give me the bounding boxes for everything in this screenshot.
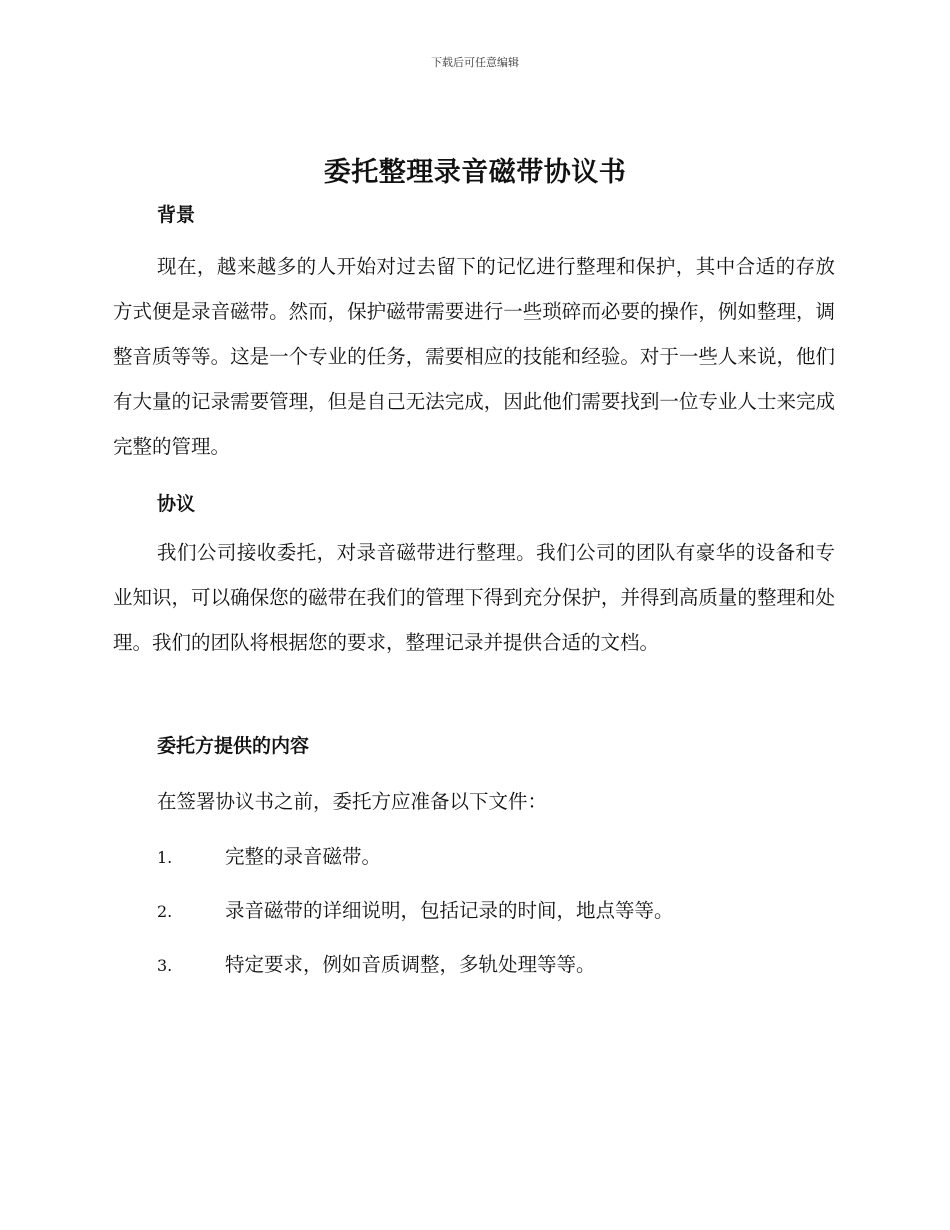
document-title: 委托整理录音磁带协议书: [323, 157, 627, 188]
list-item-number: 2.: [157, 902, 173, 921]
list-item-number: 1.: [157, 848, 173, 867]
list-item: [157, 895, 857, 923]
section-heading-client-provides: 委托方提供的内容: [157, 735, 310, 757]
list-item-number: 3.: [157, 956, 173, 975]
list-item: [157, 841, 857, 869]
paragraph-agreement: 我们公司接收委托，对录音磁带进行整理。我们公司的团队有豪华的设备和专业知识，可以确保您的磁带在我们的管理下得到充分保护，并得到高质量的整理和处理。我们的团队将根据您的要求，整理记录并提供合适的文档。: [113, 541, 835, 654]
header-note: 下载后可任意编辑: [431, 56, 519, 69]
list-item: [157, 949, 857, 977]
list-item-text: 录音磁带的详细说明，包括记录的时间，地点等等。: [225, 899, 674, 922]
section-heading-background: 背景: [157, 204, 196, 226]
list-item-text: 完整的录音磁带。: [225, 845, 382, 868]
paragraph-background: 现在，越来越多的人开始对过去留下的记忆进行整理和保护，其中合适的存放方式便是录音磁带。然而，保护磁带需要进行一些琐碎而必要的操作，例如整理，调整音质等等。这是一个专业的任务，需要相应的技能和经验。对于一些人来说，他们有大量的记录需要管理，但是自己无法完成，因此他们需要找到一位专业人士来完成完整的管理。: [113, 255, 835, 458]
list-item-text: 特定要求，例如音质调整，多轨处理等等。: [225, 953, 596, 976]
client-provides-intro: 在签署协议书之前，委托方应准备以下文件：: [157, 790, 548, 813]
section-heading-agreement: 协议: [157, 493, 196, 515]
